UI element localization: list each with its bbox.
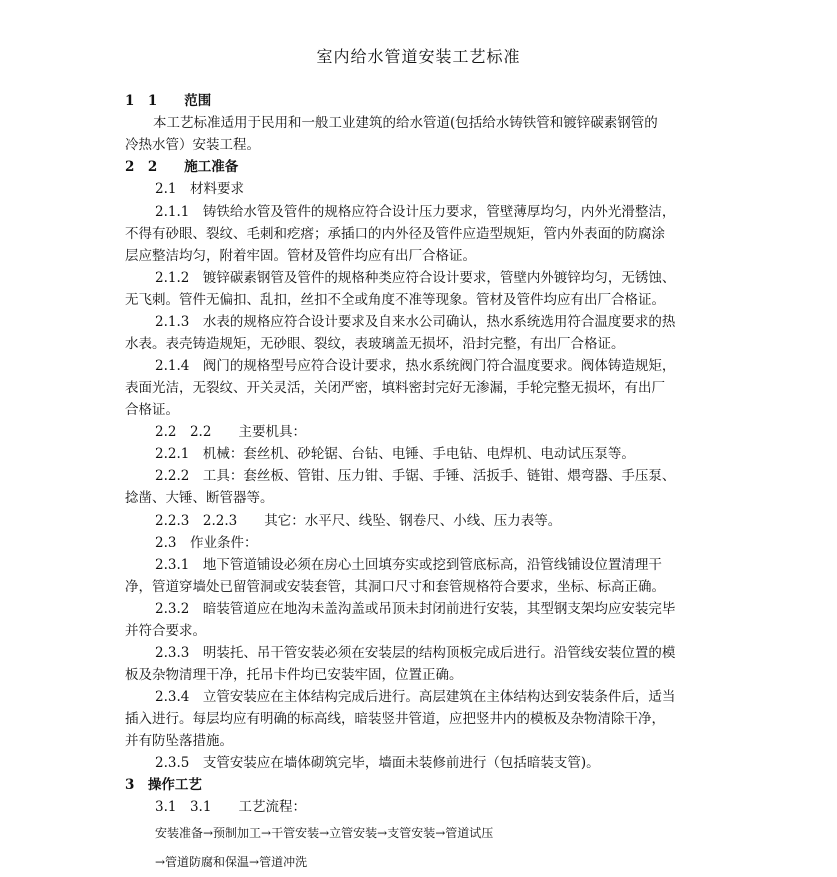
paragraph-line: 净，管道穿墙处已留管洞或安装套管，其洞口尺寸和套管规格符合要求，坐标、标高正确。	[125, 579, 665, 595]
subsection-heading: 2.1 材料要求	[155, 181, 244, 197]
paragraph-line: 水表。表壳铸造规矩，无砂眼、裂纹，表玻璃盖无损坏，沿封完整，有出厂合格证。	[125, 336, 625, 352]
paragraph-line: 本工艺标准适用于民用和一般工业建筑的给水管道(包括给水铸铁管和镀锌碳素钢管的	[153, 115, 658, 131]
paragraph-line: 表面光洁，无裂纹、开关灵活，关闭严密，填料密封完好无渗漏，手轮完整无损坏，有出厂	[125, 380, 665, 396]
paragraph-line: 2.1.2 镀锌碳素钢管及管件的规格种类应符合设计要求，管壁内外镀锌均匀，无锈蚀、	[155, 270, 676, 286]
paragraph-line: 并符合要求。	[125, 623, 206, 639]
paragraph-line: 2.1.4 阀门的规格型号应符合设计要求，热水系统阀门符合温度要求。阀体铸造规矩，	[155, 358, 676, 374]
paragraph-line: 层应整洁均匀，附着牢固。管材及管件均应有出厂合格证。	[125, 248, 476, 264]
section-1-heading: 1 1 范围	[125, 93, 212, 109]
subsection-heading: 2.2 2.2 主要机具：	[155, 424, 306, 440]
paragraph-line: 板及杂物清理干净，托吊卡件均已安装牢固，位置正确。	[125, 667, 463, 683]
paragraph-line: 无飞刺。管件无偏扣、乱扣，丝扣不全或角度不准等现象。管材及管件均应有出厂合格证。	[125, 292, 665, 308]
paragraph-line: 2.3.1 地下管道铺设必须在房心土回填夯实或挖到管底标高，沿管线铺设位置清理干	[155, 557, 662, 573]
paragraph-line: 2.3.4 立管安装应在主体结构完成后进行。高层建筑在主体结构达到安装条件后，适当	[155, 689, 676, 705]
paragraph-line: 捻凿、大锤、断管器等。	[125, 490, 274, 506]
subsection-heading: 3.1 3.1 工艺流程：	[155, 799, 306, 815]
paragraph-line: 2.1.1 铸铁给水管及管件的规格应符合设计压力要求，管壁薄厚均匀，内外光滑整洁，	[155, 204, 676, 220]
process-flow-line: →管道防腐和保温→管道冲洗	[155, 855, 308, 869]
document-title: 室内给水管道安装工艺标准	[316, 47, 521, 66]
paragraph-line: 并有防坠落措施。	[125, 733, 233, 749]
paragraph-line: 2.2.1 机械：套丝机、砂轮锯、台钻、电锤、手电钻、电焊机、电动试压泵等。	[155, 446, 635, 462]
paragraph-line: 2.1.3 水表的规格应符合设计要求及自来水公司确认，热水系统选用符合温度要求的热	[155, 314, 676, 330]
process-flow-line: 安装准备→预制加工→干管安装→立管安装→支管安装→管道试压	[155, 826, 494, 840]
section-2-heading: 2 2 施工准备	[125, 159, 239, 175]
paragraph-line: 2.2.3 2.2.3 其它：水平尺、线坠、钢卷尺、小线、压力表等。	[155, 513, 562, 529]
paragraph-line: 2.3.3 明装托、吊干管安装必须在安装层的结构顶板完成后进行。沿管线安装位置的模	[155, 645, 676, 661]
paragraph-line: 2.3.5 支管安装应在墙体砌筑完毕，墙面未装修前进行（包括暗装支管)。	[155, 755, 600, 771]
paragraph-line: 冷热水管）安装工程。	[125, 137, 260, 153]
paragraph-line: 2.3.2 暗装管道应在地沟未盖沟盖或吊顶未封闭前进行安装，其型钢支架均应安装完毕	[155, 601, 676, 617]
paragraph-line: 2.2.2 工具：套丝板、管钳、压力钳、手锯、手锤、活扳手、链钳、煨弯器、手压泵、	[155, 468, 676, 484]
paragraph-line: 插入进行。每层均应有明确的标高线，暗装竖井管道，应把竖井内的模板及杂物清除干净，	[125, 711, 665, 727]
paragraph-line: 不得有砂眼、裂纹、毛刺和疙瘩；承插口的内外径及管件应造型规矩，管内外表面的防腐涂	[125, 226, 665, 242]
subsection-heading: 2.3 作业条件：	[155, 535, 258, 551]
section-3-heading: 3 操作工艺	[125, 777, 202, 793]
paragraph-line: 合格证。	[125, 402, 179, 418]
